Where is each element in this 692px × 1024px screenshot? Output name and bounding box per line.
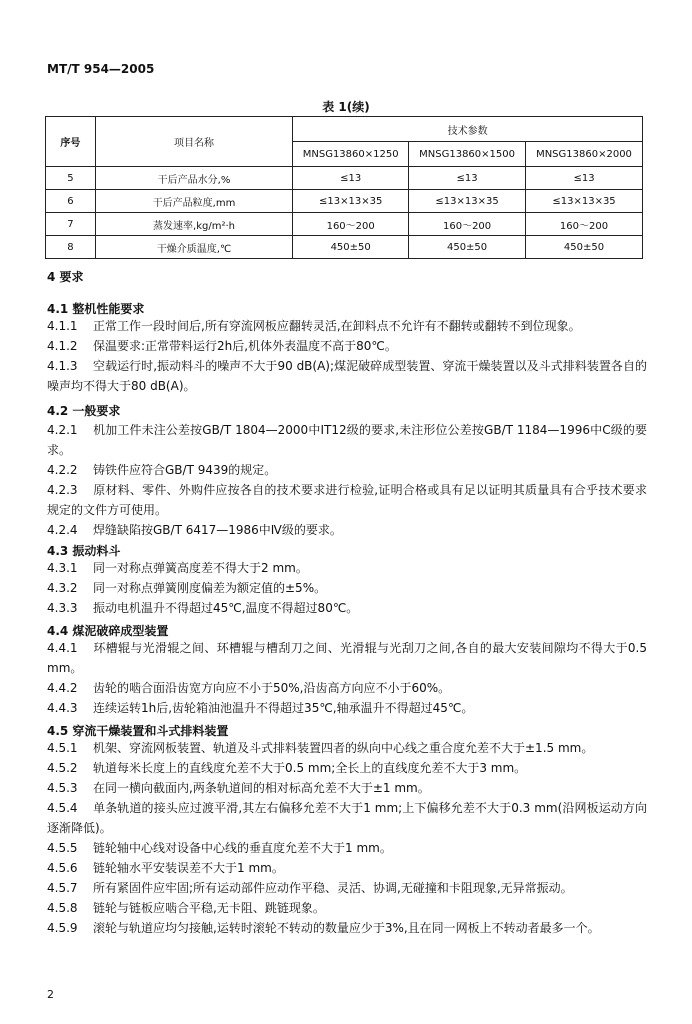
clause-4-2-3 (47, 480, 647, 520)
table-caption: 表 1(续) (322, 100, 370, 114)
clause-4-4-2 (47, 678, 647, 698)
clause-number: 4.3.1 (47, 561, 78, 575)
clause-text: 保温要求:正常带料运行2h后,机体外表温度不高于80℃。 (93, 339, 397, 353)
clause-4-2-2 (47, 460, 647, 480)
row-no: 8 (46, 236, 96, 259)
clause-number: 4.5.4 (47, 801, 78, 815)
row-value: 450±50 (526, 236, 643, 259)
section-heading-4-1: 4.1 整机性能要求 (47, 302, 145, 316)
clause-4-5-3 (47, 778, 647, 798)
row-value: 160～200 (293, 213, 409, 236)
clause-number: 4.5.1 (47, 741, 78, 755)
clause-number: 4.1.3 (47, 359, 78, 373)
section-heading-4-2: 4.2 一般要求 (47, 404, 121, 418)
clause-number: 4.1.2 (47, 339, 78, 353)
col-header-params: 技术参数 (293, 117, 643, 142)
clause-text: 铸铁件应符合GB/T 9439的规定。 (93, 463, 277, 477)
row-value: ≤13×13×35 (293, 190, 409, 213)
clause-4-5-9 (47, 918, 647, 938)
clause-4-2-1 (47, 420, 647, 460)
clause-number: 4.5.7 (47, 881, 78, 895)
model-header: MNSG13860×2000 (526, 142, 643, 167)
clause-number: 4.2.2 (47, 463, 78, 477)
clause-4-2-4 (47, 520, 647, 540)
clause-text: 链轮与链板应啮合平稳,无卡阻、跳链现象。 (93, 901, 325, 915)
section-heading-4: 4 要求 (47, 270, 84, 284)
clause-text: 链轮轴中心线对设备中心线的垂直度允差不大于1 mm。 (93, 841, 392, 855)
row-value: 450±50 (293, 236, 409, 259)
clause-number: 4.5.6 (47, 861, 78, 875)
table-row (46, 190, 643, 213)
row-no: 6 (46, 190, 96, 213)
spec-table (45, 116, 643, 259)
clause-4-1-1 (47, 316, 647, 336)
clause-text: 空载运行时,振动料斗的噪声不大于90 dB(A);煤泥破碎成型装置、穿流干燥装置以及斗式排料装置各自的噪声均不得大于80 dB(A)。 (47, 359, 647, 393)
row-item: 干后产品水分,% (95, 167, 292, 190)
row-no: 7 (46, 213, 96, 236)
row-value: ≤13×13×35 (409, 190, 526, 213)
row-value: 160～200 (526, 213, 643, 236)
clause-number: 4.5.9 (47, 921, 78, 935)
clause-number: 4.4.3 (47, 701, 78, 715)
clause-4-5-5 (47, 838, 647, 858)
clause-number: 4.3.2 (47, 581, 78, 595)
clause-text: 环槽辊与光滑辊之间、环槽辊与槽刮刀之间、光滑辊与光刮刀之间,各自的最大安装间隙均不得大于0.5 mm。 (47, 641, 647, 675)
clause-text: 正常工作一段时间后,所有穿流网板应翻转灵活,在卸料点不允许有不翻转或翻转不到位现象。 (93, 319, 581, 333)
clause-text: 机加工件未注公差按GB/T 1804—2000中IT12级的要求,未注形位公差按GB/T 1184—1996中C级的要求。 (47, 423, 647, 457)
clause-text: 同一对称点弹簧高度差不得大于2 mm。 (93, 561, 308, 575)
row-item: 干后产品粒度,mm (95, 190, 292, 213)
table-header-row (46, 117, 643, 142)
clause-4-5-1 (47, 738, 647, 758)
clause-number: 4.5.3 (47, 781, 78, 795)
col-header-no: 序号 (46, 117, 96, 167)
section-heading-4-4: 4.4 煤泥破碎成型装置 (47, 624, 169, 638)
clause-text: 轨道每米长度上的直线度允差不大于0.5 mm;全长上的直线度允差不大于3 mm。 (93, 761, 527, 775)
clause-number: 4.4.1 (47, 641, 78, 655)
clause-4-3-1 (47, 558, 647, 578)
clause-text: 所有紧固件应牢固;所有运动部件应动作平稳、灵活、协调,无碰撞和卡阻现象,无异常振动。 (93, 881, 573, 895)
row-item: 干燥介质温度,℃ (95, 236, 292, 259)
clause-text: 连续运转1h后,齿轮箱油池温升不得超过35℃,轴承温升不得超过45℃。 (93, 701, 474, 715)
table-row (46, 236, 643, 259)
clause-number: 4.2.3 (47, 483, 78, 497)
clause-text: 链轮轴水平安装误差不大于1 mm。 (93, 861, 284, 875)
clause-4-3-3 (47, 598, 647, 618)
clause-text: 焊缝缺陷按GB/T 6417—1986中Ⅳ级的要求。 (93, 523, 342, 537)
clause-number: 4.2.4 (47, 523, 78, 537)
clause-text: 机架、穿流网板装置、轨道及斗式排料装置四者的纵向中心线之重合度允差不大于±1.5 mm。 (93, 741, 594, 755)
col-header-item: 项目名称 (95, 117, 292, 167)
row-value: ≤13×13×35 (526, 190, 643, 213)
table-row (46, 167, 643, 190)
clause-4-5-8 (47, 898, 647, 918)
clause-4-5-6 (47, 858, 647, 878)
row-value: ≤13 (293, 167, 409, 190)
clause-4-5-7 (47, 878, 647, 898)
clause-4-4-3 (47, 698, 647, 718)
model-header: MNSG13860×1250 (293, 142, 409, 167)
section-heading-4-3: 4.3 振动料斗 (47, 544, 121, 558)
row-no: 5 (46, 167, 96, 190)
table-row (46, 213, 643, 236)
row-value: 450±50 (409, 236, 526, 259)
clause-number: 4.5.5 (47, 841, 78, 855)
row-value: 160～200 (409, 213, 526, 236)
row-value: ≤13 (526, 167, 643, 190)
clause-number: 4.3.3 (47, 601, 78, 615)
clause-number: 4.5.8 (47, 901, 78, 915)
clause-text: 单条轨道的接头应过渡平滑,其左右偏移允差不大于1 mm;上下偏移允差不大于0.3 mm(沿网板运动方向逐渐降低)。 (47, 801, 647, 835)
row-value: ≤13 (409, 167, 526, 190)
clause-text: 原材料、零件、外购件应按各自的技术要求进行检验,证明合格或具有足以证明其质量具有合乎技术要求规定的文件方可使用。 (47, 483, 647, 517)
page-number: 2 (47, 988, 54, 1001)
clause-number: 4.4.2 (47, 681, 78, 695)
row-item: 蒸发速率,kg/m²·h (95, 213, 292, 236)
clause-4-5-2 (47, 758, 647, 778)
clause-4-1-2 (47, 336, 647, 356)
clause-4-5-4 (47, 798, 647, 838)
clause-text: 在同一横向截面内,两条轨道间的相对标高允差不大于±1 mm。 (93, 781, 430, 795)
clause-text: 齿轮的啮合面沿齿宽方向应不小于50%,沿齿高方向应不小于60%。 (93, 681, 451, 695)
clause-number: 4.1.1 (47, 319, 78, 333)
clause-text: 振动电机温升不得超过45℃,温度不得超过80℃。 (93, 601, 359, 615)
clause-number: 4.5.2 (47, 761, 78, 775)
standard-number: MT/T 954—2005 (47, 62, 155, 76)
clause-text: 同一对称点弹簧刚度偏差为额定值的±5%。 (93, 581, 327, 595)
section-heading-4-5: 4.5 穿流干燥装置和斗式排料装置 (47, 724, 229, 738)
clause-text: 滚轮与轨道应均匀接触,运转时滚轮不转动的数量应少于3%,且在同一网板上不转动者最多一个。 (93, 921, 600, 935)
clause-4-1-3 (47, 356, 647, 396)
model-header: MNSG13860×1500 (409, 142, 526, 167)
clause-4-4-1 (47, 638, 647, 678)
clause-4-3-2 (47, 578, 647, 598)
clause-number: 4.2.1 (47, 423, 78, 437)
